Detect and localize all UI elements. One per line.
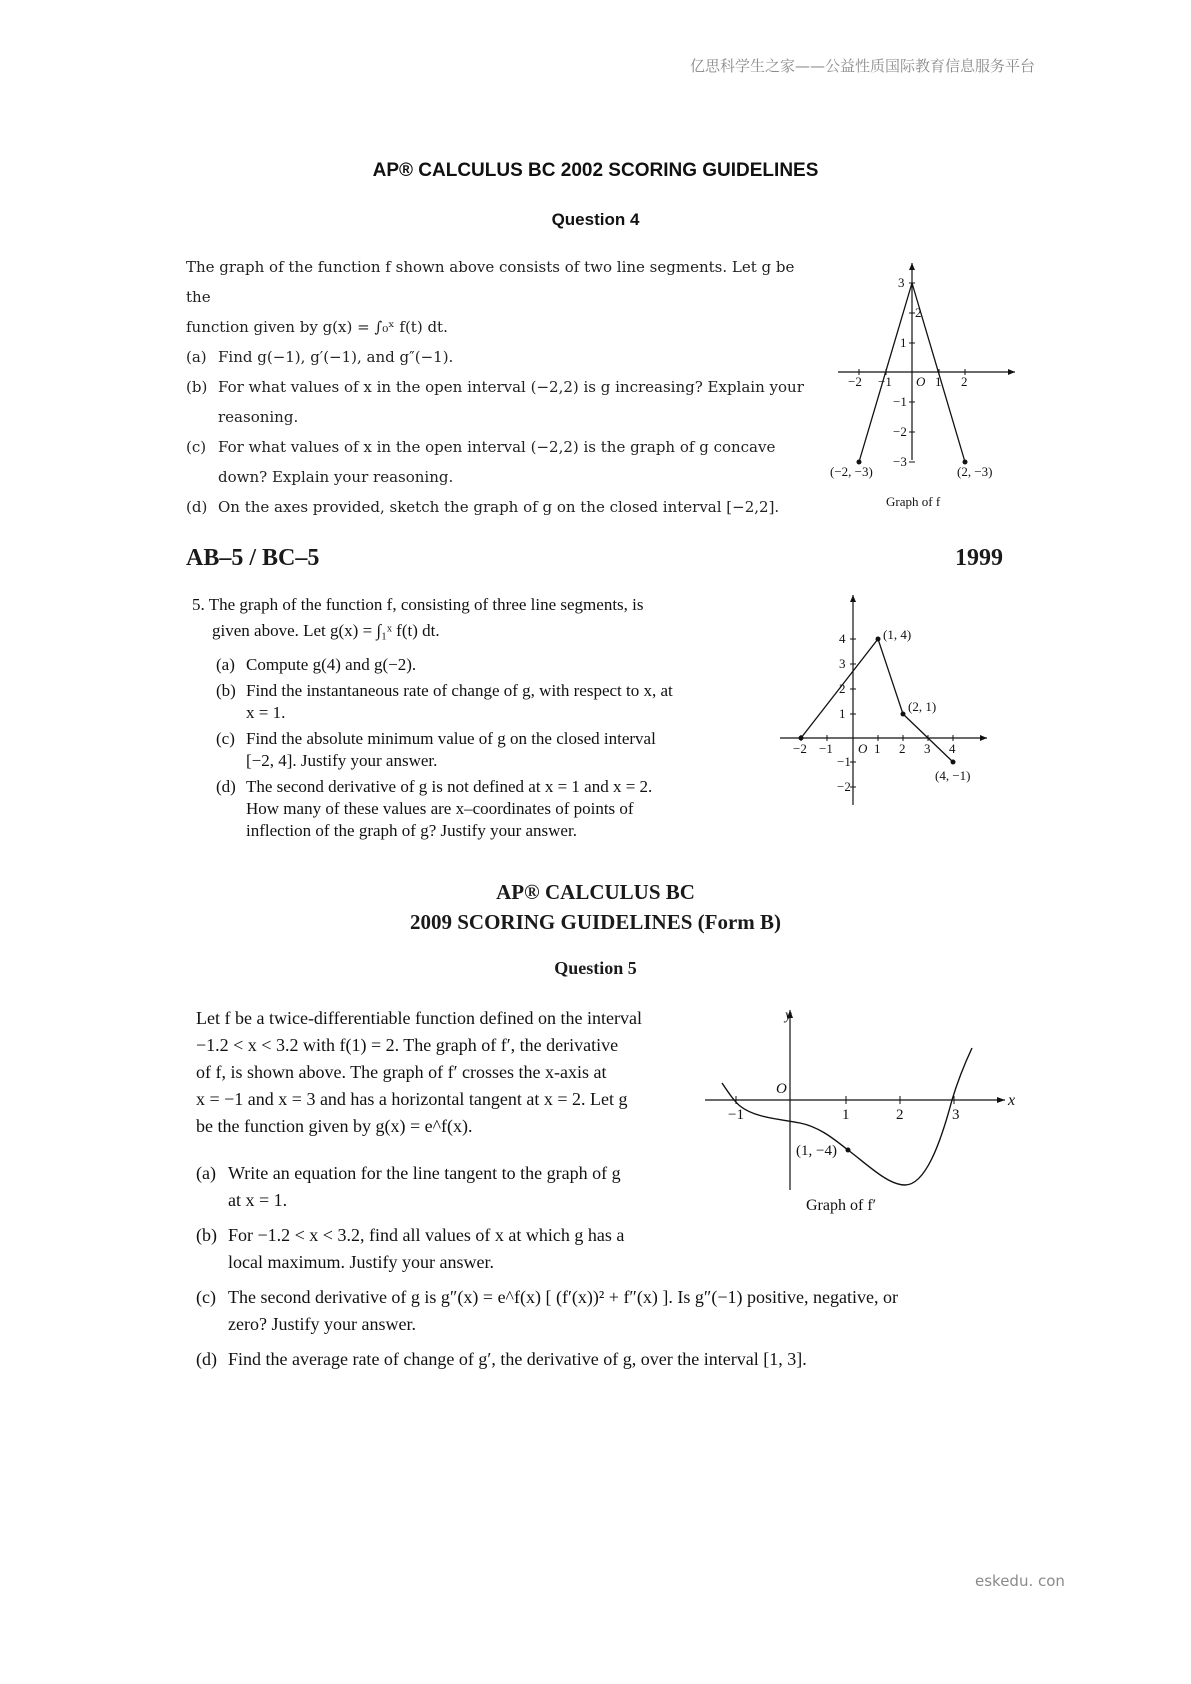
section3-part-a-cont: at x = 1. [228, 1190, 288, 1210]
point-label: (−2, −3) [830, 464, 873, 479]
section1-intro2: function given by g(x) = ∫₀ˣ f(t) dt. [186, 318, 448, 336]
section1-part-a [186, 342, 806, 372]
part-label: (d) [186, 498, 208, 516]
watermark-top: 亿思科学生之家——公益性质国际教育信息服务平台 [690, 57, 1036, 75]
section2-intro2: given above. Let g(x) = ∫₁ˣ f(t) dt. [212, 621, 440, 640]
graph-caption: Graph of f′ [806, 1197, 877, 1214]
y-tick-label: 2 [839, 681, 846, 696]
point-1-neg4 [846, 1148, 851, 1153]
y-tick-label: 1 [839, 706, 846, 721]
section1-part-b [186, 372, 806, 402]
section2-part-b-cont: x = 1. [246, 703, 286, 722]
point-label: (2, −3) [957, 464, 993, 479]
x-tick-label: −1 [728, 1107, 744, 1123]
y-tick-label: 1 [900, 335, 907, 350]
part-label: (d) [196, 1349, 217, 1369]
section2-title: AB–5 / BC–5 [186, 545, 320, 571]
x-tick-label: −2 [793, 741, 807, 756]
part-text: For what values of x in the open interval (−2,2) is g increasing? Explain your [218, 378, 804, 396]
section1-part-b-cont: reasoning. [218, 408, 299, 426]
x-tick-label: −1 [819, 741, 833, 756]
x-tick-label: 3 [952, 1107, 960, 1123]
x-tick-label: 1 [874, 741, 881, 756]
section3-part-c-cont: zero? Justify your answer. [228, 1314, 416, 1334]
section3-title1: AP® CALCULUS BC [496, 880, 695, 904]
section3-part-b [196, 1222, 996, 1249]
part-text: Find g(−1), g′(−1), and g″(−1). [218, 348, 454, 366]
section3-intro-line: x = −1 and x = 3 and has a horizontal tangent at x = 2. Let g [196, 1089, 628, 1109]
section2-part-d-cont2: inflection of the graph of g? Justify your answer. [246, 821, 577, 840]
x-axis-arrow [980, 735, 987, 741]
section3-subtitle: Question 5 [554, 958, 637, 978]
section3-part-b-cont: local maximum. Justify your answer. [228, 1252, 494, 1272]
part-text: For what values of x in the open interval (−2,2) is the graph of g concave [218, 438, 776, 456]
point-label: (4, −1) [935, 768, 971, 783]
x-tick-label: 2 [896, 1107, 904, 1123]
y-tick-label: −2 [893, 424, 907, 439]
x-tick-label: 2 [961, 374, 968, 389]
origin-label: O [916, 374, 926, 389]
section3-intro-line: of f, is shown above. The graph of f′ crosses the x-axis at [196, 1062, 607, 1082]
endpoint-4-neg1 [951, 760, 956, 765]
section2-part-d-cont: How many of these values are x–coordinates of points of [246, 799, 634, 818]
y-tick-label: 2 [915, 305, 922, 320]
y-tick-label: −1 [837, 754, 851, 769]
origin-label: O [858, 741, 868, 756]
part-label: (b) [196, 1225, 217, 1245]
part-label: (b) [186, 378, 208, 396]
section3-title2: 2009 SCORING GUIDELINES (Form B) [409, 910, 782, 934]
y-axis-arrow [909, 263, 915, 270]
section2-text [192, 594, 752, 842]
section3-intro-line: −1.2 < x < 3.2 with f(1) = 2. The graph of f′, the derivative [196, 1035, 619, 1055]
section3-intro [196, 1005, 696, 1140]
y-tick-label: −1 [893, 394, 907, 409]
part-text: Find the instantaneous rate of change of g, with respect to x, at [246, 681, 673, 700]
part-label: (c) [186, 438, 207, 456]
x-tick-label: 1 [935, 374, 942, 389]
graph-fprime-2009 [700, 1005, 1020, 1225]
section1-part-c-cont: down? Explain your reasoning. [218, 468, 454, 486]
part-label: (c) [196, 1287, 216, 1307]
part-text: The second derivative of g is not defined at x = 1 and x = 2. [246, 777, 653, 796]
y-tick-label: 4 [839, 631, 846, 646]
section2-part-b [216, 680, 752, 702]
part-text: For −1.2 < x < 3.2, find all values of x at which g has a [228, 1225, 625, 1245]
section3-part-c [196, 1284, 996, 1311]
x-tick-label: 1 [842, 1107, 850, 1123]
part-text: Write an equation for the line tangent to the graph of g [228, 1163, 621, 1183]
section3-part-d [196, 1346, 996, 1373]
point-label: (1, −4) [796, 1143, 837, 1159]
part-label: (b) [216, 681, 236, 700]
section1-part-d [186, 492, 806, 522]
section2-part-a [216, 654, 752, 676]
part-label: (c) [216, 729, 235, 748]
x-tick-label: 4 [949, 741, 956, 756]
section2-part-c-cont: [−2, 4]. Justify your answer. [246, 751, 438, 770]
point-label: (2, 1) [908, 699, 937, 714]
x-tick-label: 3 [924, 741, 931, 756]
vertex-2-1 [901, 712, 906, 717]
vertex-1-4 [876, 637, 881, 642]
section3-intro-line: Let f be a twice-differentiable function defined on the interval [196, 1008, 642, 1028]
section2-part-c [216, 728, 752, 750]
section1-part-c [186, 432, 806, 462]
y-axis-label: y [785, 1007, 792, 1024]
x-tick-label: 2 [899, 741, 906, 756]
section2-intro1: 5. The graph of the function f, consisting of three line segments, is [192, 595, 644, 614]
graph-f-1999 [775, 590, 1005, 810]
section1-text [186, 252, 806, 522]
part-label: (d) [216, 777, 236, 796]
y-tick-label: 3 [898, 275, 905, 290]
point-label: (1, 4) [883, 627, 912, 642]
section2-part-d [216, 776, 752, 798]
y-tick-label: −2 [837, 779, 851, 794]
section1-subtitle: Question 4 [551, 210, 640, 229]
section2-parts [192, 654, 752, 842]
y-tick-label: 3 [839, 656, 846, 671]
part-label: (a) [186, 348, 207, 366]
x-axis-label: x [1008, 1092, 1016, 1109]
part-label: (a) [216, 655, 235, 674]
section1-intro1: The graph of the function f shown above consists of two line segments. Let g be the [186, 258, 795, 306]
y-axis-arrow [850, 595, 856, 602]
origin-label: O [776, 1081, 787, 1097]
section3-intro-line: be the function given by g(x) = e^f(x). [196, 1116, 473, 1136]
graph-caption: Graph of f [886, 494, 941, 509]
x-tick-label: −2 [848, 374, 862, 389]
part-text: Find the absolute minimum value of g on the closed interval [246, 729, 656, 748]
part-label: (a) [196, 1163, 216, 1183]
part-text: The second derivative of g is g″(x) = e^f(x) [ (f′(x))² + f″(x) ]. Is g″(−1) positive, negative, or [228, 1287, 899, 1307]
section1-title: AP® CALCULUS BC 2002 SCORING GUIDELINES [372, 160, 819, 181]
part-text: Find the average rate of change of g′, the derivative of g, over the interval [1, 3]. [228, 1349, 807, 1369]
part-text: On the axes provided, sketch the graph of g on the closed interval [−2,2]. [218, 498, 780, 516]
section2-year: 1999 [955, 545, 1003, 571]
graph-f-q4 [830, 255, 1020, 515]
x-axis-arrow [997, 1097, 1005, 1103]
y-tick-label: −3 [893, 454, 907, 469]
x-axis-arrow [1008, 369, 1015, 375]
watermark-bottom: eskedu. con [975, 1572, 1065, 1590]
part-text: Compute g(4) and g(−2). [246, 655, 417, 674]
x-tick-label: −1 [878, 374, 892, 389]
